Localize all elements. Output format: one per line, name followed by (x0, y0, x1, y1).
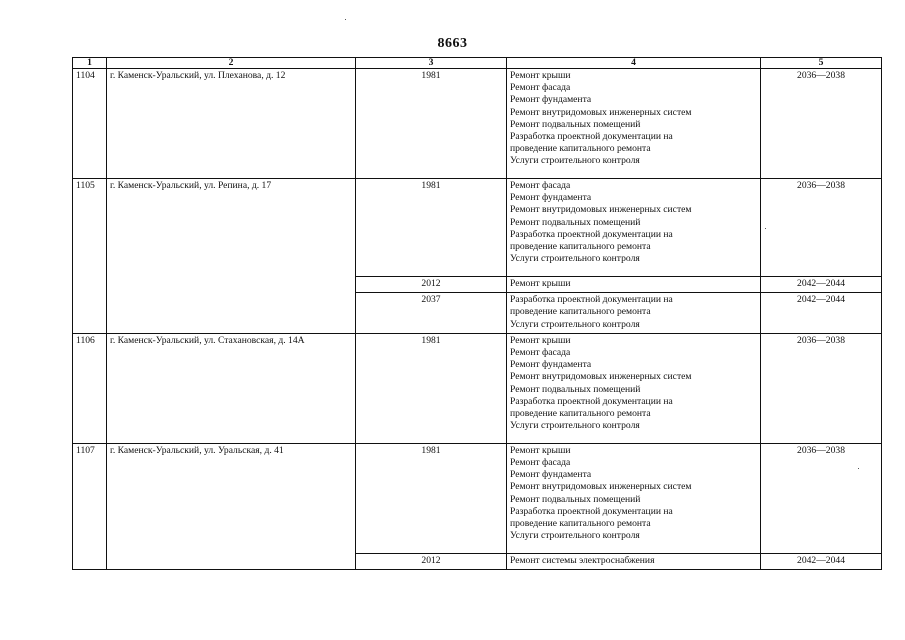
work-item: Ремонт фундамента (510, 94, 592, 106)
entry-year: 2012 (356, 277, 507, 293)
entry-address: г. Каменск-Уральский, ул. Стахановская, д. 14А (107, 333, 356, 443)
page-number: 8663 (437, 36, 468, 51)
work-item: Ремонт подвальных помещений (510, 216, 641, 228)
entry-works (507, 277, 761, 293)
column-header-1: 1 (73, 58, 107, 69)
work-item: Ремонт фасада (510, 82, 571, 94)
work-item: Ремонт крыши (510, 70, 571, 81)
entry-works (507, 553, 761, 569)
work-item: Ремонт фасада (510, 457, 571, 469)
work-item: Ремонт системы электроснабжения (510, 554, 655, 566)
entry-year: 2012 (356, 553, 507, 569)
entry-number: 1107 (73, 443, 107, 569)
work-item: Ремонт крыши (510, 444, 571, 456)
work-item: Ремонт внутридомовых инженерных систем (510, 481, 692, 493)
work-item: Ремонт внутридомовых инженерных систем (510, 204, 692, 216)
work-item: Разработка проектной документации на (510, 395, 673, 407)
work-item: проведение капитального ремонта (510, 241, 651, 253)
header-row (73, 58, 882, 69)
entry-number: 1104 (73, 69, 107, 179)
work-item: проведение капитального ремонта (510, 408, 651, 420)
work-item: Ремонт подвальных помещений (510, 383, 641, 395)
entry-address: г. Каменск-Уральский, ул. Плеханова, д. 12 (107, 69, 356, 179)
work-item: Ремонт фундамента (510, 192, 592, 204)
entry-works (507, 179, 761, 277)
work-item: проведение капитального ремонта (510, 306, 651, 318)
entry-year: 1981 (356, 69, 507, 179)
work-item: Услуги строительного контроля (510, 318, 640, 330)
entry-period: 2042—2044 (761, 553, 882, 569)
column-header-5: 5 (761, 58, 882, 69)
work-item: Ремонт подвальных помещений (510, 493, 641, 505)
work-item: Услуги строительного контроля (510, 530, 640, 542)
work-item: Ремонт подвальных помещений (510, 118, 641, 130)
column-header-3: 3 (356, 58, 507, 69)
table-row (73, 333, 882, 443)
entry-works (507, 293, 761, 334)
entry-period: 2036—2038 (761, 69, 882, 179)
capital-repair-table (72, 57, 882, 570)
work-item: проведение капитального ремонта (510, 143, 651, 155)
entry-works (507, 443, 761, 553)
scan-speck (858, 468, 859, 469)
column-header-4: 4 (507, 58, 761, 69)
work-item: Ремонт крыши (510, 278, 571, 289)
entry-period: 2036—2038 (761, 443, 882, 553)
column-header-2: 2 (107, 58, 356, 69)
entry-period: 2042—2044 (761, 293, 882, 334)
work-item: Услуги строительного контроля (510, 420, 640, 432)
entry-year: 1981 (356, 179, 507, 277)
entry-year: 1981 (356, 333, 507, 443)
entry-period: 2042—2044 (761, 277, 882, 293)
entry-works (507, 333, 761, 443)
work-item: Ремонт крыши (510, 334, 571, 346)
entry-address: г. Каменск-Уральский, ул. Уральская, д. 41 (107, 443, 356, 569)
table-row (73, 69, 882, 179)
work-item: проведение капитального ремонта (510, 518, 651, 530)
entry-year: 2037 (356, 293, 507, 334)
entry-period: 2036—2038 (761, 179, 882, 277)
entry-number: 1106 (73, 333, 107, 443)
work-item: Ремонт фасада (510, 347, 571, 359)
entry-works (507, 69, 761, 179)
work-item: Разработка проектной документации на (510, 294, 673, 306)
work-item: Ремонт фундамента (510, 469, 592, 481)
work-item: Ремонт фундамента (510, 359, 592, 371)
work-item: Услуги строительного контроля (510, 155, 640, 167)
table-row (73, 443, 882, 553)
work-item: Услуги строительного контроля (510, 253, 640, 265)
entry-period: 2036—2038 (761, 333, 882, 443)
work-item: Ремонт фасада (510, 180, 571, 191)
work-item: Разработка проектной документации на (510, 505, 673, 517)
work-item: Ремонт внутридомовых инженерных систем (510, 371, 692, 383)
entry-address: г. Каменск-Уральский, ул. Репина, д. 17 (107, 179, 356, 334)
entry-year: 1981 (356, 443, 507, 553)
work-item: Разработка проектной документации на (510, 131, 673, 143)
work-item: Ремонт внутридомовых инженерных систем (510, 106, 692, 118)
table-body (73, 69, 882, 570)
scan-speck (765, 228, 766, 229)
table-row (73, 179, 882, 277)
scan-speck (345, 19, 346, 20)
entry-number: 1105 (73, 179, 107, 334)
work-item: Разработка проектной документации на (510, 228, 673, 240)
